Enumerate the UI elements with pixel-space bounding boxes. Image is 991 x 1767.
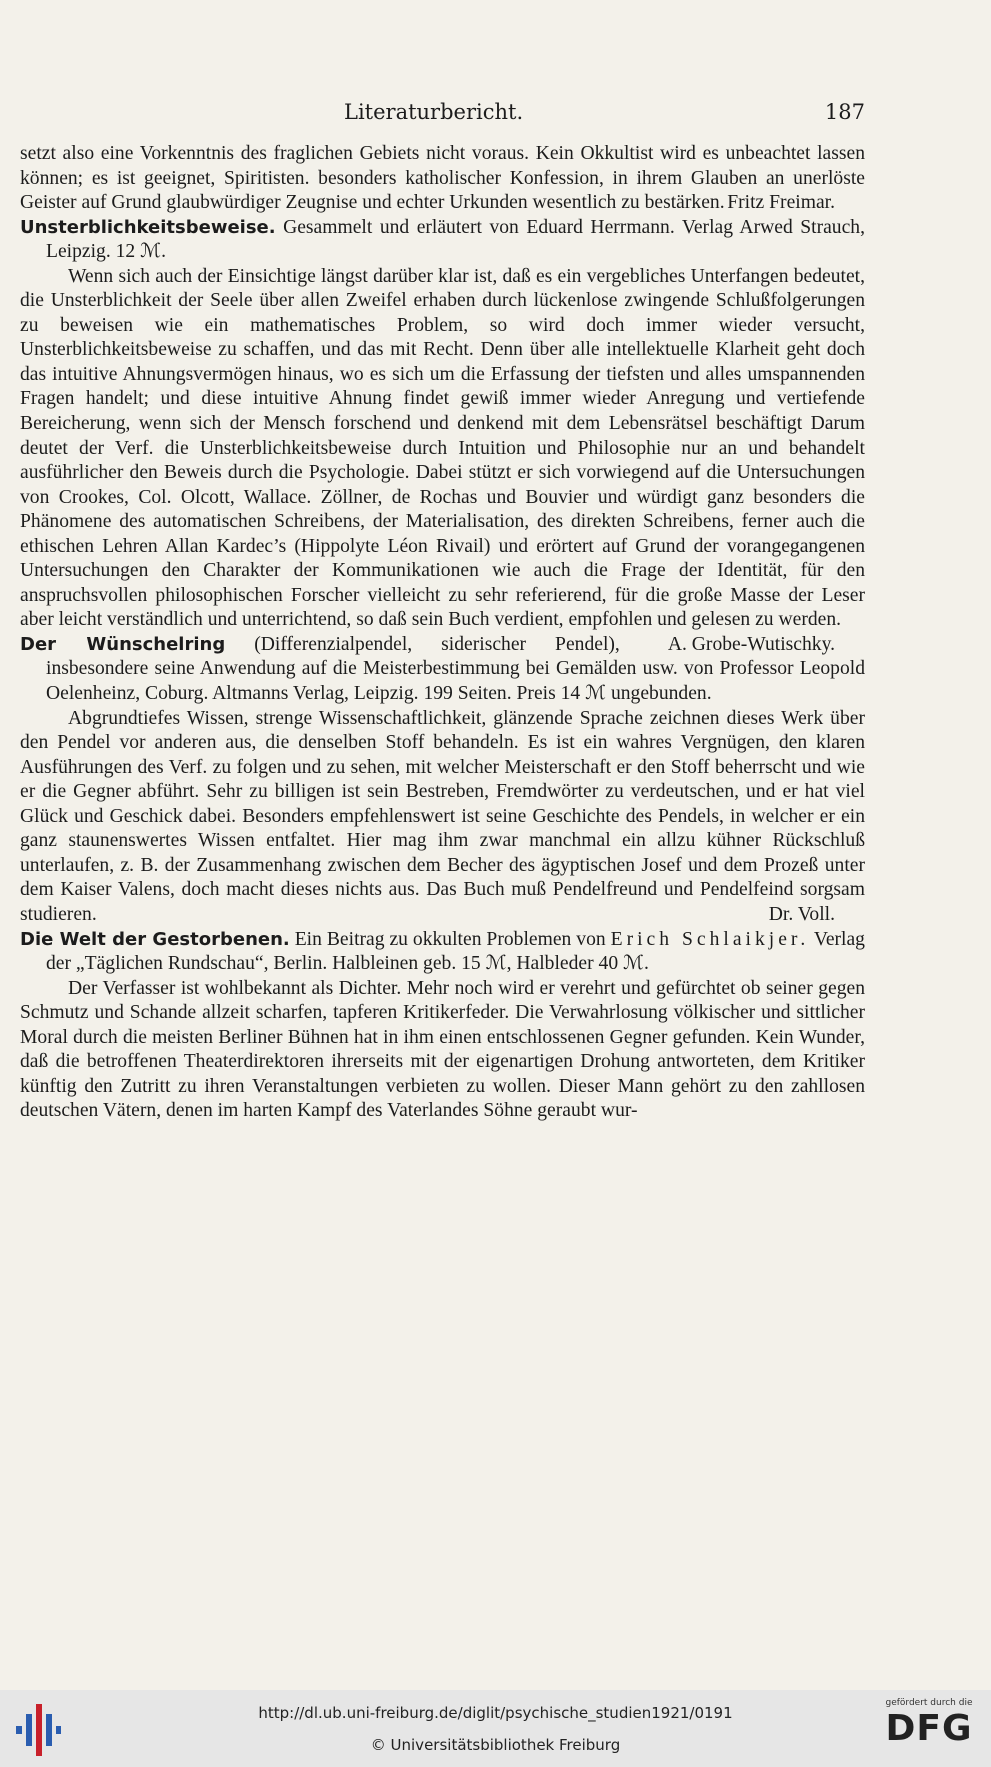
signature: Dr. Voll. <box>768 903 835 925</box>
footer-bar <box>0 1690 991 1767</box>
page-header <box>20 100 865 130</box>
entry-bibliography: (Differenzialpendel, siderischer Pendel), insbesondere seine Anwendung auf die Meisterbestimmung bei Gemälden usw. von Professor Leopold Oelenheinz, Coburg. Altmanns Verlag, Leipzig. 199 Seiten. Preis 14 ℳ ungebunden. <box>46 633 865 705</box>
review-paragraph: Abgrundtiefes Wissen, strenge Wissenschaftlichkeit, glänzende Sprache zeichnen dieses Werk über den Pendel vor anderen aus, die denselben Stoff behandeln. Es ist ein wahres Vergnügen, den klaren Ausführungen des Verf. zu folgen und zu sehen, mit welcher Meisterschaft er den Stoff beherrscht und wie er die Gegner abführt. Sehr zu billigen ist sein Bestreben, Fremdwörter zu verdeutschen, und er hat viel Glück und Geschick dabei. Besonders empfehlenswert ist seine Geschichte des Pendels, in welcher er ein ganz staunenswertes Wissen entfaltet. Hier mag ihm zwar manchmal ein allzu kühner Rückschluß unterlaufen, z. B. der Zusammenhang zwischen dem Becher des ägyptischen Josef und dem Prozeß unter dem Kaiser Valens, doch macht dieses nichts aus. Das Buch muß Pendelfreund und Pendelfeind sorgsam studieren. Dr. Voll. <box>20 707 865 928</box>
author-name: Erich Schlaikjer. <box>610 928 810 950</box>
paragraph-continuation: setzt also eine Vorkenntnis des fraglichen Gebiets nicht voraus. Kein Okkultist wird es unbeachtet lassen können; es ist geeignet, Spiritisten. besonders katholischer Konfession, in ihrem Glauben an unerlöste Geister auf Grund glaubwürdiger Zeugnise und echter Urkunden wesentlich zu bestärken. Fritz Freimar. <box>20 142 865 216</box>
dfg-logo <box>879 1698 979 1760</box>
body-text <box>20 142 865 1124</box>
source-url[interactable]: http://dl.ub.uni-freiburg.de/diglit/psychische_studien1921/0191 <box>258 1704 733 1722</box>
dfg-caption: gefördert durch die <box>885 1698 973 1708</box>
entry-bibliography: Ein Beitrag zu okkulten Problemen von <box>289 928 611 950</box>
signature: A. Grobe-Wutischky. <box>667 633 835 655</box>
entry-title: Unsterblichkeitsbeweise. <box>20 216 276 238</box>
entry-title: Der Wünschelring <box>20 633 226 655</box>
review-paragraph: Wenn sich auch der Einsichtige längst darüber klar ist, daß es ein vergebliches Unterfangen bedeutet, die Unsterblichkeit der Seele über allen Zweifel erhaben durch lückenlose zwingende Schlußfolgerungen zu beweisen wie ein mathematisches Problem, so wird doch immer wieder versucht, Unsterblichkeitsbeweise zu schaffen, und das mit Recht. Denn über alle intellektuelle Klarheit geht doch das intuitive Ahnungsvermögen hinaus, wo es sich um die Erfassung der tiefsten und alles umspannenden Fragen handelt; und diese intuitive Ahnung findet gewiß immer wieder Anregung und vertiefende Bereicherung, wenn sich der Mensch forschend und denkend mit dem Lebensrätsel beschäftigt Darum deutet der Verf. die Unsterblichkeitsbeweise durch Intuition und Philosophie nur an und behandelt ausführlicher den Beweis durch die Psychologie. Dabei stützt er sich vorwiegend auf die Untersuchungen von Crookes, Col. Olcott, Wallace. Zöllner, de Rochas und Bouvier und würdigt ganz besonders die Phänomene des automatischen Schreibens, der Materialisation, des direkten Schreibens, ferner auch die ethischen Lehren Allan Kardec’s (Hippolyte Léon Rivail) und erörtert auf Grund der vorangegangenen Untersuchungen den Charakter der Kommunikationen wie auch die Frage der Identität, für den anspruchsvollen philosophischen Forscher vielleicht zu sehr referierend, für die große Masse der Leser aber leicht verständlich und unterrichtend, so daß sein Buch verdient, empfohlen und gelesen zu werden. A. Grobe-Wutischky. <box>20 265 865 633</box>
entry-bibliography: Gesammelt und erläutert von Eduard Herrmann. Verlag Arwed Strauch, Leipzig. 12 ℳ. <box>46 216 865 263</box>
review-entry <box>20 216 865 265</box>
review-entry <box>20 928 865 977</box>
running-title: Literaturbericht. <box>344 100 524 124</box>
page-number: 187 <box>824 100 865 124</box>
copyright-notice: © Universitätsbibliothek Freiburg <box>370 1736 621 1754</box>
review-paragraph: Der Verfasser ist wohlbekannt als Dichter. Mehr noch wird er verehrt und gefürchtet ob seiner gegen Schmutz und Schande allzeit scharfen, tapferen Kritikerfeder. Die Verwahrlosung völkischer und sittlicher Moral durch die meisten Berliner Bühnen hat in ihm einen entschlossenen Gegner gefunden. Kein Wunder, daß die betroffenen Theaterdirektoren ihrerseits mit der eigenartigen Drohung antworteten, dem Kritiker künftig den Zutritt zu ihren Veranstaltungen verbieten zu wollen. Dieser Mann gehört zu den zahllosen deutschen Vätern, denen im harten Kampf des Vaterlandes Söhne geraubt wur- <box>20 977 865 1122</box>
dfg-mark: DFG <box>885 1708 973 1749</box>
signature: Fritz Freimar. <box>727 192 835 214</box>
entry-bibliography: Verlag der „Täglichen Rundschau“, Berlin. Halbleinen geb. 15 ℳ, Halbleder 40 ℳ. <box>46 928 865 975</box>
entry-title: Die Welt der Gestorbenen. <box>20 928 290 950</box>
